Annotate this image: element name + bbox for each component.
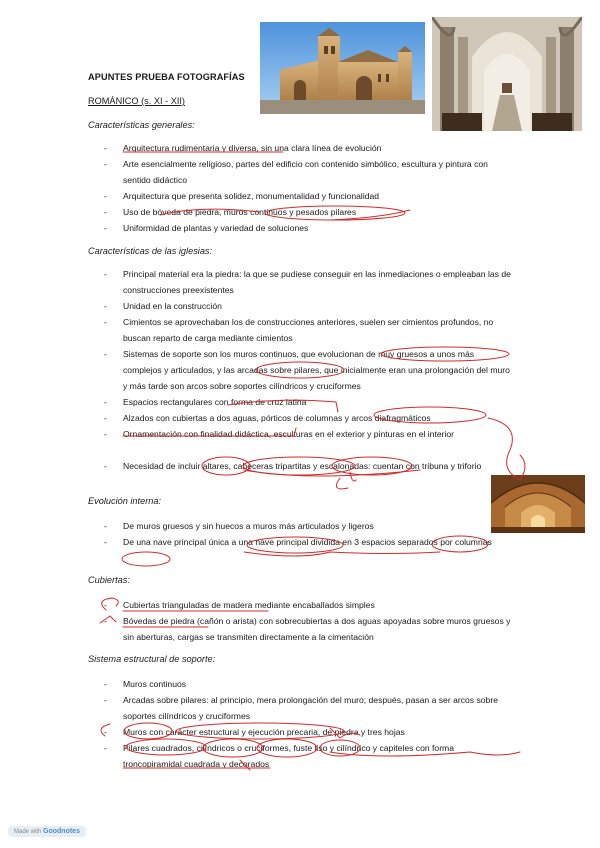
list-item: - Sistemas de soporte son los muros continuos, que evolucionan de muy gruesos a unos más complejos y articulados, y las arcadas sobre pilares, que inicialmente eran una prolongación del muro y más tarde son arcos sobre soportes cilíndricos y cruciformes — [104, 349, 510, 391]
list-item: - Principal material era la piedra: la que se pudiese conseguir en las inmediaciones o empleaban las de construcciones preexistentes — [104, 269, 511, 295]
section-heading-generales: Características generales: — [88, 120, 195, 130]
list-item: - Unidad en la construcción — [104, 301, 222, 311]
goodnotes-badge: Made with Goodnotes — [8, 826, 86, 837]
document-subtitle: ROMÁNICO (s. XI - XII) — [88, 96, 185, 106]
document-title: APUNTES PRUEBA FOTOGRAFÍAS — [88, 72, 245, 82]
list-item: - Arquitectura rudimentaria y diversa, sin una clara línea de evolución — [104, 143, 382, 153]
list-item: - Muros con carácter estructural y ejecución precaria, de piedra y tres hojas — [104, 727, 405, 737]
list-item: - Arquitectura que presenta solidez, monumentalidad y funcionalidad — [104, 191, 380, 201]
list-item: - Bóvedas de piedra (cañón o arista) con sobrecubiertas a dos aguas apoyadas sobre muros gruesos y sin aberturas, cargas se transmiten directamente a la cimentación — [104, 616, 511, 642]
list-item: - Muros continuos — [104, 679, 187, 689]
section-heading-cubiertas: Cubiertas: — [88, 575, 130, 585]
list-item: - Espacios rectangulares con forma de cruz latina — [104, 397, 307, 407]
list-item: - Cubiertas trianguladas de madera mediante encaballados simples — [104, 600, 375, 610]
section-heading-soporte: Sistema estructural de soporte: — [88, 654, 216, 664]
list-item: - Alzados con cubiertas a dos aguas, pórticos de columnas y arcos diafragmáticos — [104, 413, 431, 423]
section-heading-evolucion: Evolución interna: — [88, 496, 162, 506]
list-item: - De una nave principal única a una nave principal dividida en 3 espacios separados por columnas — [104, 537, 492, 547]
list-item: - Necesidad de incluir altares, cabeceras tripartitas y escalonadas: cuentan con tribuna y triforio — [104, 461, 482, 471]
list-item: - Pilares cuadrados, cilíndricos o cruciformes, fuste liso y cilíndrico y capiteles con forma troncopiramidal cuadrada y decorados — [104, 743, 454, 769]
church-nave-photo — [432, 17, 582, 131]
list-item: - Ornamentación con finalidad didáctica, esculturas en el exterior y pinturas en el interior — [104, 429, 455, 439]
section-heading-iglesias: Características de las iglesias: — [88, 246, 213, 256]
list-item: - Cimientos se aprovechaban los de construcciones anteriores, suelen ser cimientos profundos, no buscan reparto de carga mediante cimientos — [104, 317, 494, 343]
list-item: - Arcadas sobre pilares: al principio, mera prolongación del muro; después, pasan a ser arcos sobre soportes cilíndricos y cruciformes — [104, 695, 498, 721]
church-exterior-photo — [260, 22, 425, 114]
list-item: - De muros gruesos y sin huecos a muros más articulados y ligeros — [104, 521, 374, 531]
list-item: - Uniformidad de plantas y variedad de soluciones — [104, 223, 309, 233]
list-item: - Uso de bóveda de piedra, muros continuos y pesados pilares — [104, 207, 357, 217]
list-item: - Arte esencialmente religioso, partes del edificio con contenido simbólico, escultura y pintura con sentido didáctico — [104, 159, 488, 185]
